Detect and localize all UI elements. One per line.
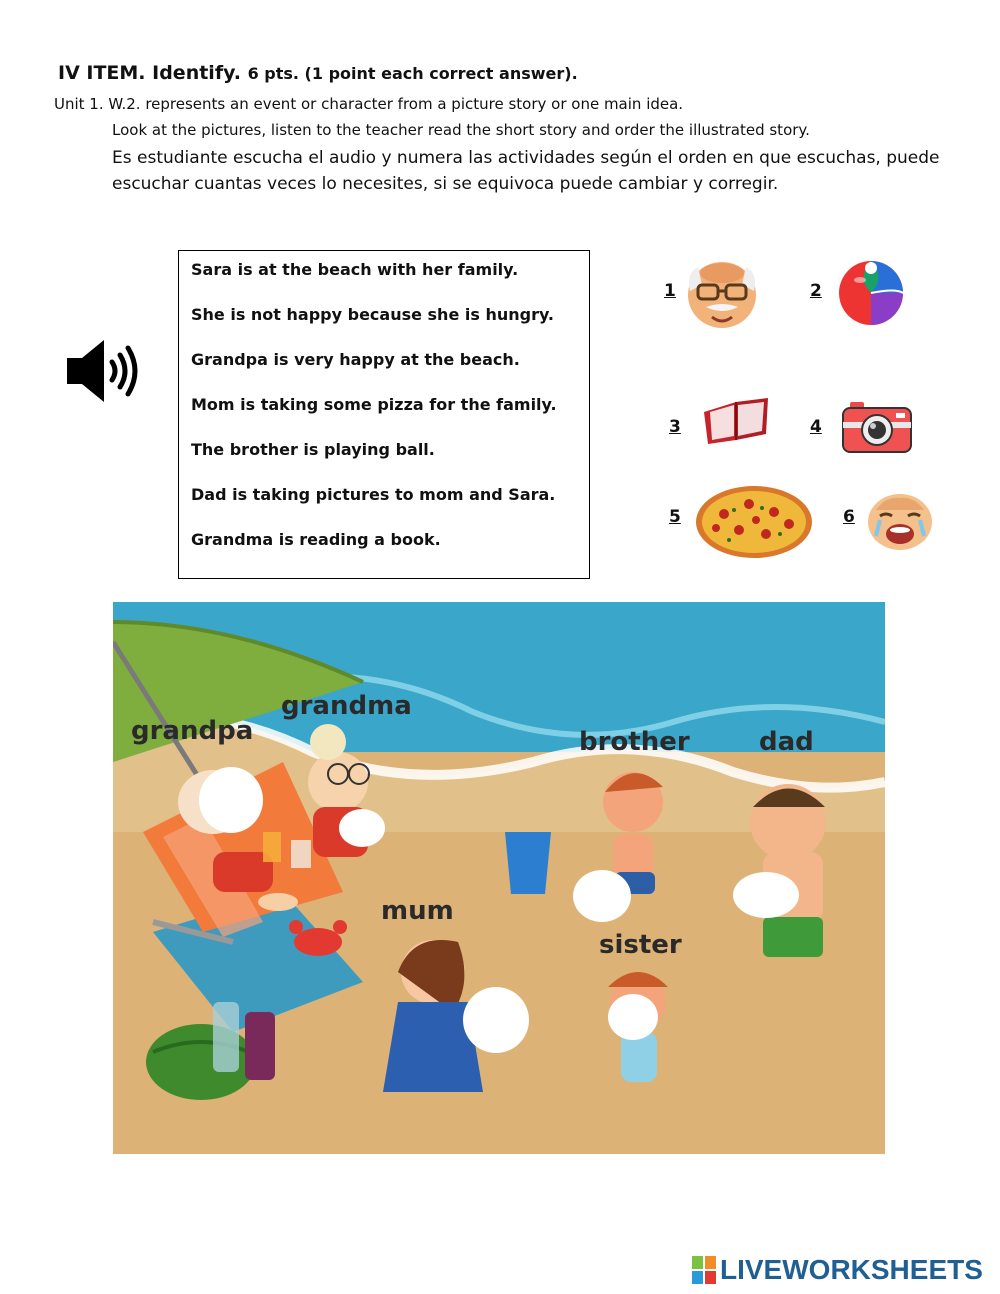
- story-sentence: Dad is taking pictures to mom and Sara.: [191, 485, 556, 504]
- beach-scene: [113, 602, 885, 1154]
- answer-blank-mum[interactable]: [463, 987, 529, 1053]
- picture-number-1[interactable]: 1: [664, 281, 676, 301]
- points-text: 6 pts. (1 point each correct answer).: [247, 64, 578, 83]
- label-sister: sister: [599, 930, 682, 960]
- liveworksheets-logo: [692, 1254, 983, 1286]
- speaker-icon: [64, 338, 144, 404]
- grandpa-face-icon: [682, 255, 762, 335]
- brand-name: LIVEWORKSHEETS: [720, 1254, 983, 1285]
- story-sentence: Grandma is reading a book.: [191, 530, 441, 549]
- crying-face-icon: [864, 490, 936, 556]
- section-title: [58, 62, 578, 84]
- camera-icon: [840, 400, 916, 460]
- picture-number-4[interactable]: 4: [810, 417, 822, 437]
- answer-blank-grandpa[interactable]: [199, 767, 263, 833]
- story-sentence: The brother is playing ball.: [191, 440, 435, 459]
- story-box: [178, 250, 590, 579]
- book-icon: [700, 396, 772, 450]
- unit-objective: Unit 1. W.2. represents an event or character from a picture story or one main idea.: [54, 95, 684, 113]
- answer-blank-brother[interactable]: [573, 870, 631, 922]
- story-sentence: Sara is at the beach with her family.: [191, 260, 519, 279]
- picture-number-6[interactable]: 6: [843, 507, 855, 527]
- story-sentence: She is not happy because she is hungry.: [191, 305, 554, 324]
- story-sentence: Grandpa is very happy at the beach.: [191, 350, 520, 369]
- picture-number-3[interactable]: 3: [669, 417, 681, 437]
- answer-blank-dad[interactable]: [733, 872, 799, 918]
- label-mum: mum: [381, 896, 454, 926]
- story-sentence: Mom is taking some pizza for the family.: [191, 395, 557, 414]
- instruction-spanish: Es estudiante escucha el audio y numera las actividades según el orden en que escuchas, puede escuchar cuantas veces lo necesites, si se equivoca puede cambiar y corregir.: [112, 148, 940, 194]
- label-dad: dad: [759, 727, 814, 757]
- picture-number-5[interactable]: 5: [669, 507, 681, 527]
- label-grandma: grandma: [281, 691, 412, 721]
- answer-blank-grandma[interactable]: [339, 809, 385, 847]
- audio-play-button[interactable]: [64, 338, 144, 404]
- live-badge-icon: [692, 1256, 716, 1284]
- pizza-icon: [694, 484, 814, 564]
- answer-blank-sister[interactable]: [608, 994, 658, 1040]
- label-brother: brother: [579, 727, 690, 757]
- instruction-english: Look at the pictures, listen to the teacher read the short story and order the illustrated story.: [112, 121, 810, 139]
- beach-ball-icon: [836, 258, 906, 332]
- title-text: IV ITEM. Identify.: [58, 62, 241, 84]
- picture-number-2[interactable]: 2: [810, 281, 822, 301]
- label-grandpa: grandpa: [131, 716, 254, 746]
